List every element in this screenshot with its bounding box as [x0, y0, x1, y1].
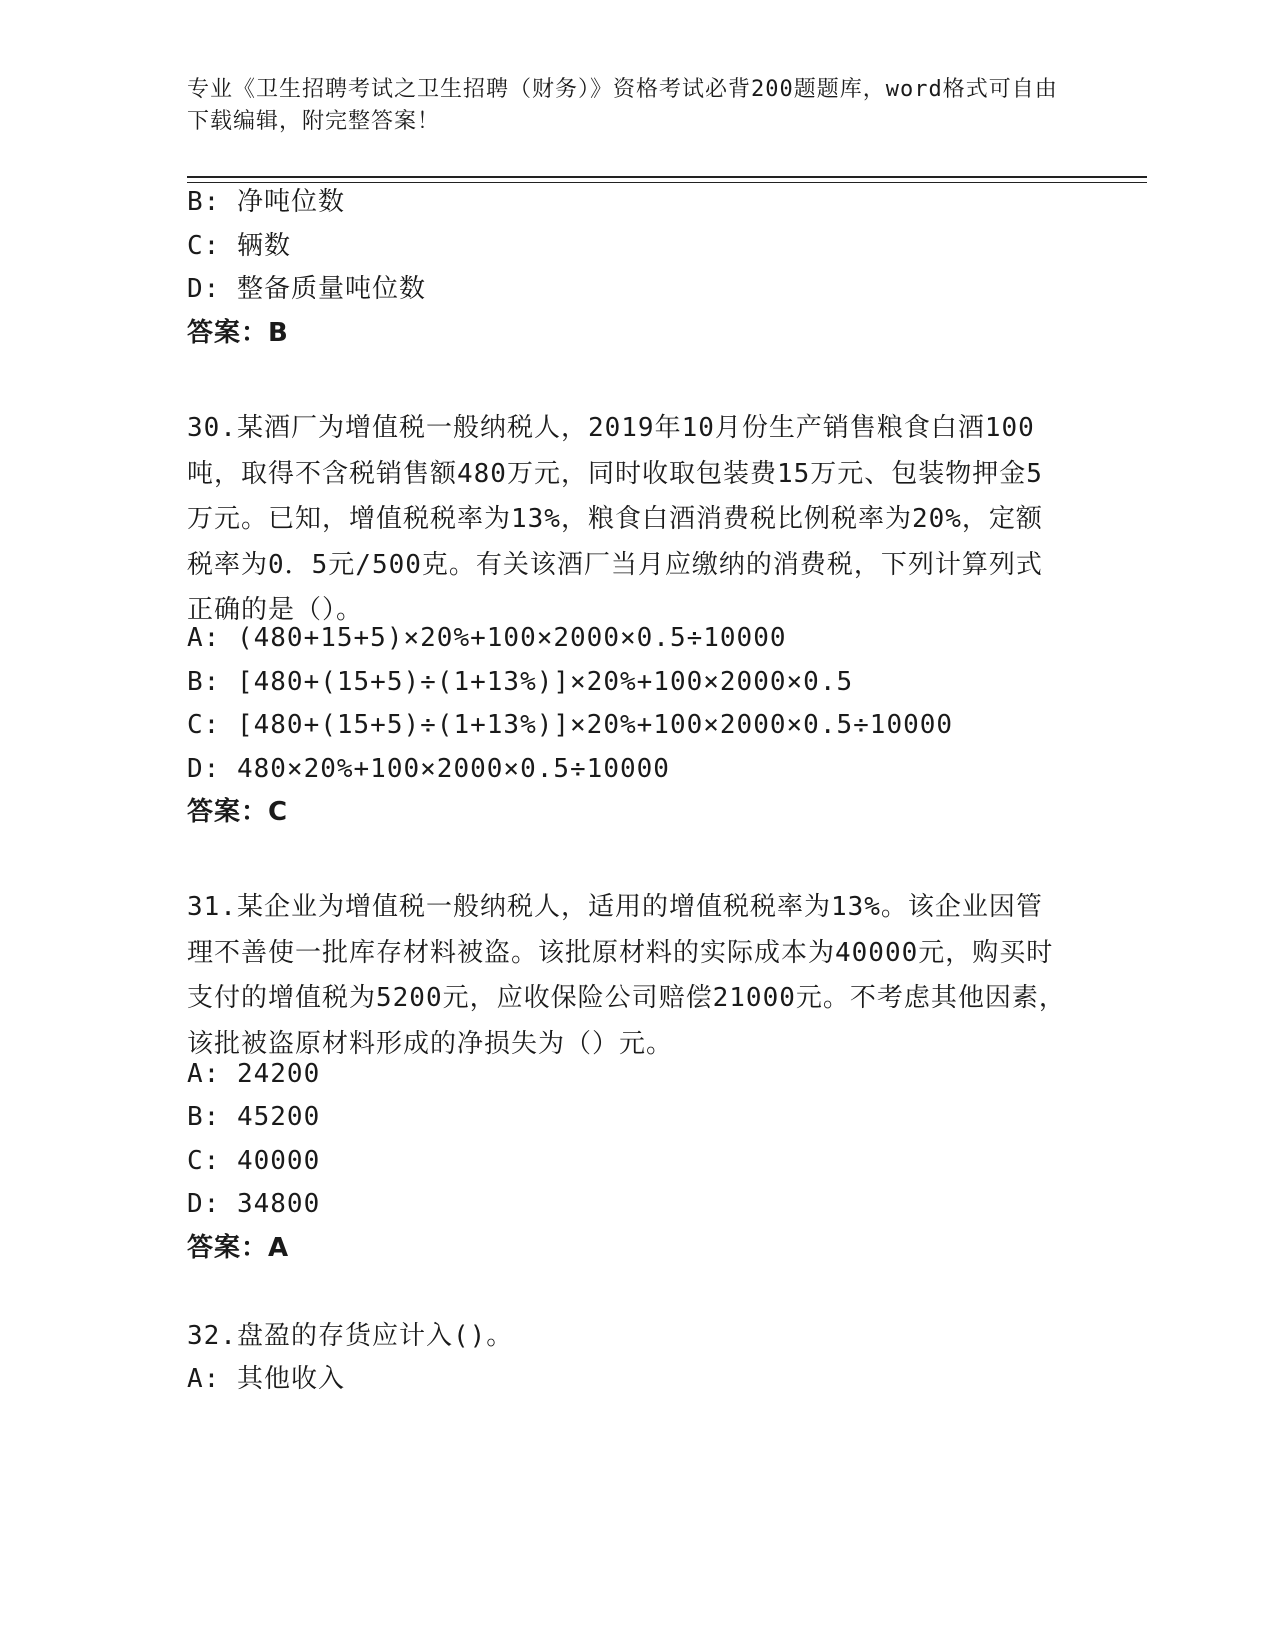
header-divider-thin	[187, 182, 1147, 183]
q30-option-b: B: [480+(15+5)÷(1+13%)]×20%+100×2000×0.5	[187, 667, 854, 697]
q31-answer: 答案：A	[187, 1233, 290, 1263]
q29-option-d: D: 整备质量吨位数	[187, 274, 426, 304]
q29-option-b: B: 净吨位数	[187, 187, 345, 217]
header-divider-thick	[187, 176, 1147, 178]
q30-option-a: A: (480+15+5)×20%+100×2000×0.5÷10000	[187, 623, 787, 653]
q31-option-a: A: 24200	[187, 1059, 321, 1089]
q29-option-c: C: 辆数	[187, 231, 291, 261]
q31-option-c: C: 40000	[187, 1146, 321, 1176]
q31-option-d: D: 34800	[187, 1189, 321, 1219]
q30-option-c: C: [480+(15+5)÷(1+13%)]×20%+100×2000×0.5÷10000	[187, 710, 954, 740]
q31-question: 31.某企业为增值税一般纳税人，适用的增值税税率为13%。该企业因管理不善使一批库存材料被盗。该批原材料的实际成本为40000元，购买时支付的增值税为5200元，应收保险公司赔偿21000元。不考虑其他因素，该批被盗原材料形成的净损失为（）元。	[187, 892, 1066, 1059]
q30-answer: 答案：C	[187, 797, 289, 827]
q31-option-b: B: 45200	[187, 1102, 321, 1132]
q32-option-a: A: 其他收入	[187, 1364, 345, 1394]
q30-question: 30.某酒厂为增值税一般纳税人，2019年10月份生产销售粮食白酒100吨，取得不含税销售额480万元，同时收取包装费15万元、包装物押金5万元。已知，增值税税率为13%，粮食白酒消费税比例税率为20%，定额税率为0．5元/500克。有关该酒厂当月应缴纳的消费税，下列计算列式正确的是（）。	[187, 413, 1043, 625]
q30-option-d: D: 480×20%+100×2000×0.5÷10000	[187, 754, 670, 784]
q29-answer: 答案：B	[187, 318, 289, 348]
document-header: 专业《卫生招聘考试之卫生招聘（财务）》资格考试必背200题题库，word格式可自由下载编辑，附完整答案！	[187, 77, 1058, 134]
q32-question: 32.盘盈的存货应计入()。	[187, 1321, 514, 1351]
